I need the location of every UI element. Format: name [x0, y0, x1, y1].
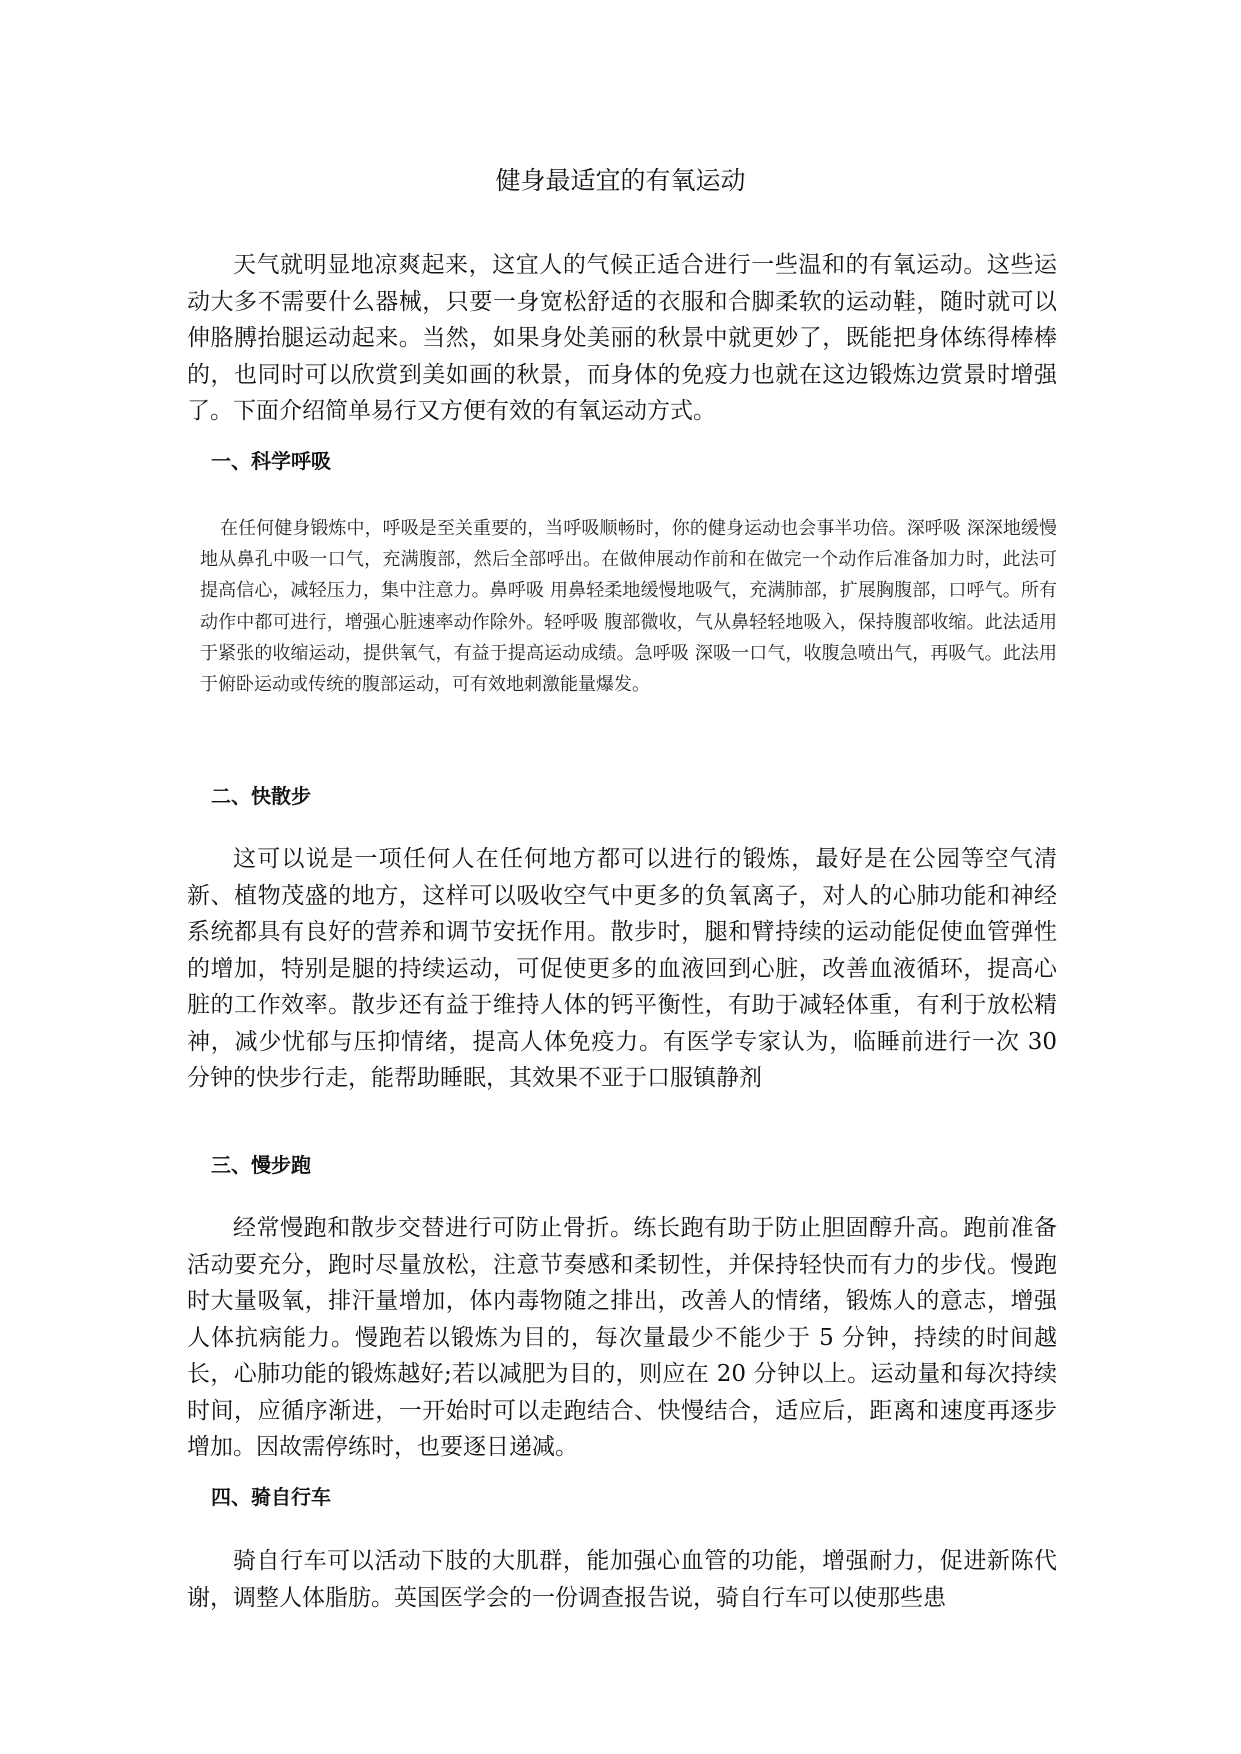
document-title: 健身最适宜的有氧运动: [495, 166, 746, 195]
section-body-breathing: 在任何健身锻炼中，呼吸是至关重要的，当呼吸顺畅时，你的健身运动也会事半功倍。深呼吸 深深地缓慢地从鼻孔中吸一口气，充满腹部，然后全部呼出。在做伸展动作前和在做完一个动作后准备加力时，此法可提高信心，减轻压力，集中注意力。鼻呼吸 用鼻轻柔地缓慢地吸气，充满肺部，扩展胸腹部，口呼气。所有动作中都可进行，增强心脏速率动作除外。轻呼吸 腹部微收，气从鼻轻轻地吸入，保持腹部收缩。此法适用于紧张的收缩运动，提供氧气，有益于提高运动成绩。急呼吸 深吸一口气，收腹急喷出气，再吸气。此法用于俯卧运动或传统的腹部运动，可有效地刺激能量爆发。: [200, 518, 1057, 696]
section-heading-cycling: 四、骑自行车: [211, 1485, 331, 1509]
section-body-fast-walking: 这可以说是一项任何人在任何地方都可以进行的锻炼，最好是在公园等空气清新、植物茂盛的地方，这样可以吸收空气中更多的负氧离子，对人的心肺功能和神经系统都具有良好的营养和调节安抚作用。散步时，腿和臂持续的运动能促使血管弹性的增加，特别是腿的持续运动，可促使更多的血液回到心脏，改善血液循环，提高心脏的工作效率。散步还有益于维持人体的钙平衡性，有助于减轻体重，有利于放松精神，减少忧郁与压抑情绪，提高人体免疫力。有医学专家认为，临睡前进行一次 30 分钟的快步行走，能帮助睡眠，其效果不亚于口服镇静剂: [187, 846, 1057, 1091]
section-heading-fast-walking: 二、快散步: [211, 784, 311, 808]
section-body-jogging: 经常慢跑和散步交替进行可防止骨折。练长跑有助于防止胆固醇升高。跑前准备活动要充分，跑时尽量放松，注意节奏感和柔韧性，并保持轻快而有力的步伐。慢跑时大量吸氧，排汗量增加，体内毒物随之排出，改善人的情绪，锻炼人的意志，增强人体抗病能力。慢跑若以锻炼为目的，每次量最少不能少于 5 分钟，持续的时间越长，心肺功能的锻炼越好;若以减肥为目的，则应在 20 分钟以上。运动量和每次持续时间，应循序渐进，一开始时可以走跑结合、快慢结合，适应后，距离和速度再逐步增加。因故需停练时，也要逐日递减。: [187, 1215, 1057, 1460]
section-body-cycling: 骑自行车可以活动下肢的大肌群，能加强心血管的功能，增强耐力，促进新陈代谢，调整人体脂肪。英国医学会的一份调查报告说，骑自行车可以使那些患: [187, 1548, 1057, 1611]
section-heading-jogging: 三、慢步跑: [211, 1153, 311, 1177]
section-heading-breathing: 一、科学呼吸: [211, 449, 331, 473]
intro-paragraph: 天气就明显地凉爽起来，这宜人的气候正适合进行一些温和的有氧运动。这些运动大多不需要什么器械，只要一身宽松舒适的衣服和合脚柔软的运动鞋，随时就可以伸胳膊抬腿运动起来。当然，如果身处美丽的秋景中就更妙了，既能把身体练得棒棒的，也同时可以欣赏到美如画的秋景，而身体的免疫力也就在这边锻炼边赏景时增强了。下面介绍简单易行又方便有效的有氧运动方式。: [187, 252, 1057, 424]
